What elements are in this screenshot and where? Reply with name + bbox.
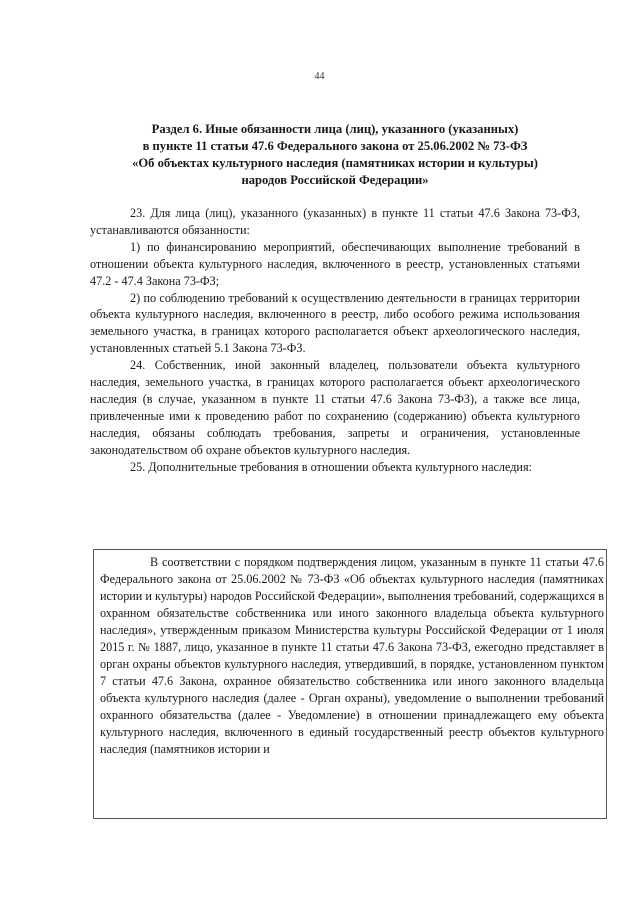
section-title-line: в пункте 11 статьи 47.6 Федерального закона от 25.06.2002 № 73-ФЗ	[142, 139, 528, 153]
paragraph-23-item-2: 2) по соблюдению требований к осуществлению деятельности в границах территории объекта культурного наследия, включенного в реестр, либо особого режима использования земельного участка, в границах которого располагается объект археологического наследия, установленных статьей 5.1 Закона 73-ФЗ.	[90, 290, 580, 356]
paragraph-25: 25. Дополнительные требования в отношении объекта культурного наследия:	[130, 459, 532, 474]
section-title-line: Раздел 6. Иные обязанности лица (лиц), указанного (указанных)	[151, 122, 519, 136]
requirements-box-text: В соответствии с порядком подтверждения лицом, указанным в пункте 11 статьи 47.6 Федерального закона от 25.06.2002 № 73-ФЗ «Об объектах культурного наследия (памятниках истории и культуры) народов Российской Федерации», выполнения требований, содержащихся в охранном обязательстве собственника или иного законного владельца объекта культурного наследия», утвержденным приказом Министерства культуры Российской Федерации от 1 июля 2015 г. № 1887, лицо, указанное в пункте 11 статьи 47.6 Закона 73-ФЗ, ежегодно представляет в орган охраны объектов культурного наследия, утвердивший, в порядке, установленном пунктом 7 статьи 47.6 Закона, охранное обязательство собственника или иного законного владельца объекта культурного наследия (далее - Орган охраны), уведомление о выполнении требований охранного обязательства (далее - Уведомление) в отношении принадлежащего ему объекта культурного наследия, включенного в единый государственный реестр объектов культурного наследия (памятников истории и	[100, 555, 604, 756]
requirements-box	[93, 549, 607, 819]
paragraph-23: 23. Для лица (лиц), указанного (указанных) в пункте 11 статьи 47.6 Закона 73-ФЗ, устанавливаются обязанности:	[90, 206, 580, 237]
paragraph-23-item-1: 1) по финансированию мероприятий, обеспечивающих выполнение требований в отношении объекта культурного наследия, включенного в реестр, установленных статьями 47.2 - 47.4 Закона 73-ФЗ;	[90, 239, 580, 288]
section-title-line: народов Российской Федерации»	[241, 173, 429, 187]
paragraph-24: 24. Собственник, иной законный владелец, пользователи объекта культурного наследия, земельного участка, в границах которого располагается объект археологического наследия (в случае, указанном в пункте 11 статьи 47.6 Закона 73-ФЗ), а также все лица, привлеченные ими к проведению работ по сохранению (содержанию) объекта культурного наследия, обязаны соблюдать требования, запреты и ограничения, установленные законодательством об охране объектов культурного наследия.	[90, 358, 580, 457]
body-text	[90, 205, 580, 476]
section-title-line: «Об объектах культурного наследия (памятниках истории и культуры)	[132, 156, 538, 170]
section-title	[80, 121, 590, 189]
page-number: 44	[314, 71, 325, 82]
